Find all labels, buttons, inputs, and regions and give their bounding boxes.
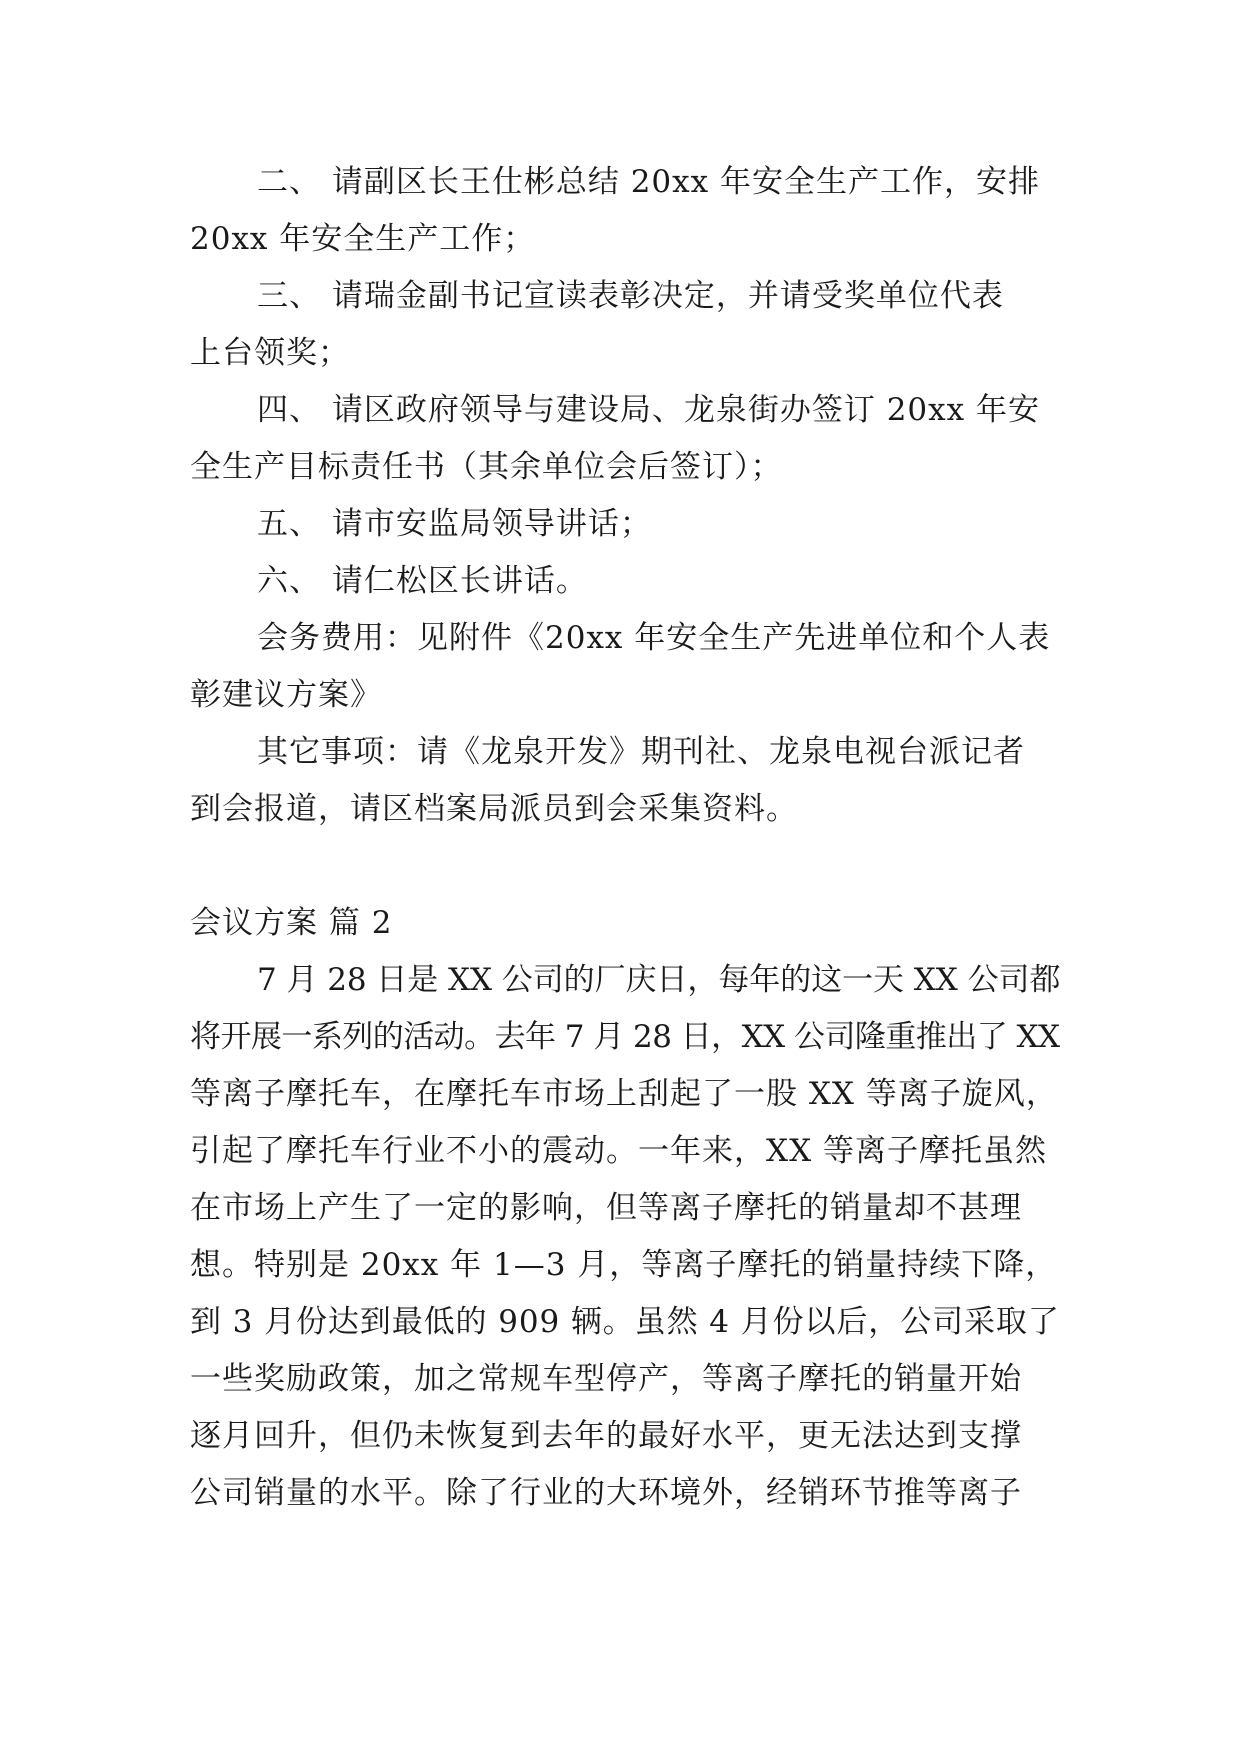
section-heading: 会议方案 篇 2: [190, 905, 393, 941]
paragraph-line-3: 等离子摩托车，在摩托车市场上刮起了一股 XX 等离子旋风，: [190, 1076, 1058, 1112]
agenda-item-3-line-2: 上台领奖；: [190, 335, 350, 371]
paragraph-line-9: 逐月回升，但仍未恢复到去年的最好水平，更无法达到支撑: [190, 1418, 1022, 1454]
agenda-item-2-line-1: 二、 请副区长王仕彬总结 20xx 年安全生产工作，安排: [257, 164, 1040, 200]
other-matters-line-2: 到会报道，请区档案局派员到会采集资料。: [190, 791, 798, 827]
meeting-expenses-line-1: 会务费用：见附件《20xx 年安全生产先进单位和个人表: [257, 620, 1051, 656]
paragraph-line-6: 想。特别是 20xx 年 1—3 月，等离子摩托的销量持续下降，: [190, 1247, 1058, 1283]
paragraph-line-2: 将开展一系列的活动。去年 7 月 28 日，XX 公司隆重推出了 XX: [190, 1019, 1060, 1055]
agenda-item-4-line-2: 全生产目标责任书（其余单位会后签订）；: [190, 449, 783, 485]
paragraph-line-7: 到 3 月份达到最低的 909 辆。虽然 4 月份以后，公司采取了: [190, 1304, 1060, 1340]
agenda-item-2-line-2: 20xx 年安全生产工作；: [190, 221, 536, 257]
other-matters-line-1: 其它事项：请《龙泉开发》期刊社、龙泉电视台派记者: [257, 734, 1025, 770]
agenda-item-5: 五、 请市安监局领导讲话；: [257, 506, 652, 542]
meeting-expenses-line-2: 彰建议方案》: [190, 677, 382, 713]
agenda-item-3-line-1: 三、 请瑞金副书记宣读表彰决定，并请受奖单位代表: [257, 278, 1004, 314]
paragraph-line-8: 一些奖励政策，加之常规车型停产，等离子摩托的销量开始: [190, 1361, 1022, 1397]
paragraph-line-1: 7 月 28 日是 XX 公司的厂庆日，每年的这一天 XX 公司都: [257, 962, 1061, 998]
paragraph-line-4: 引起了摩托车行业不小的震动。一年来，XX 等离子摩托虽然: [190, 1133, 1047, 1169]
agenda-item-4-line-1: 四、 请区政府领导与建设局、龙泉街办签订 20xx 年安: [257, 392, 1040, 428]
paragraph-line-5: 在市场上产生了一定的影响，但等离子摩托的销量却不甚理: [190, 1190, 1022, 1226]
paragraph-line-10: 公司销量的水平。除了行业的大环境外，经销环节推等离子: [190, 1475, 1022, 1511]
agenda-item-6: 六、 请仁松区长讲话。: [257, 563, 588, 599]
